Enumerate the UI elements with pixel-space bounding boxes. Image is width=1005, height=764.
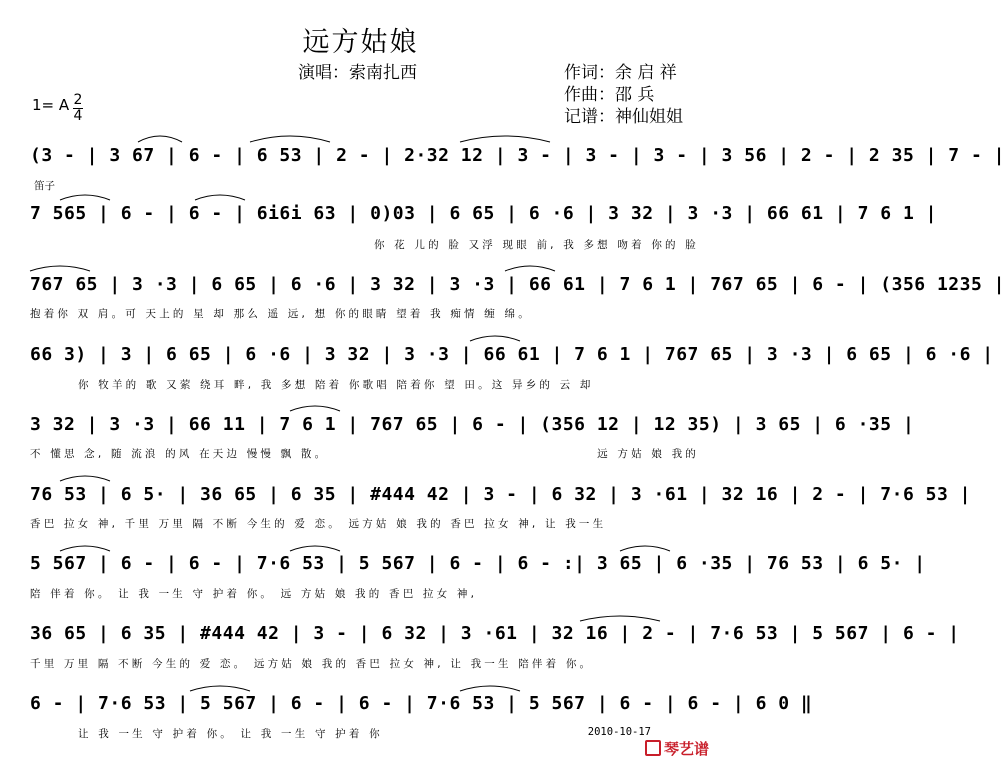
notation-row-1: (3 - | 3 67 | 6 - | 6 53 | 2 - | 2·32 12 | 3 - | 3 - | 3 - | 3 56 | 2 - | 2 35 | 7 - | xyxy=(30,145,1005,166)
slur xyxy=(138,136,182,142)
lyrics-row-8: 千里 万里 隔 不断 今生的 爱 恋。 远方姑 娘 我的 香巴 拉女 神, 让 我一生 陪伴着 你。 xyxy=(30,658,594,670)
slur xyxy=(195,195,245,200)
song-title: 远方姑娘 xyxy=(302,27,419,58)
time-signature-top: 2 xyxy=(73,92,83,108)
slur xyxy=(60,476,110,481)
slur xyxy=(460,136,550,142)
watermark-text: 琴艺谱 xyxy=(663,740,709,758)
notation-row-9: 6 - | 7·6 53 | 5 567 | 6 - | 6 - | 7·6 53 | 5 567 | 6 - | 6 - | 6 0 ‖ xyxy=(30,693,813,714)
slur xyxy=(505,266,555,271)
lyrics-row-5: 不 懂思 念, 随 流浪 的风 在天边 慢慢 飘 散。 xyxy=(30,448,329,460)
slur xyxy=(290,546,340,551)
notation-row-5: 3 32 | 3 ·3 | 66 11 | 7 6 1 | 767 65 | 6 - | (356 12 | 12 35) | 3 65 | 6 ·35 | xyxy=(30,414,915,435)
lyrics-row-2: 你 花 儿的 脸 又浮 现眼 前, 我 多想 吻着 你的 脸 xyxy=(373,239,699,251)
transcriber-credit: 记谱：神仙姐姐 xyxy=(564,107,683,127)
slur xyxy=(580,616,660,621)
lyrics-row-9: 让 我 一生 守 护着 你。 让 我 一生 守 护着 你 xyxy=(78,728,383,740)
notation-row-8: 36 65 | 6 35 | #444 42 | 3 - | 6 32 | 3 ·61 | 32 16 | 2 - | 7·6 53 | 5 567 | 6 - | xyxy=(30,623,960,644)
lyricist-credit: 作词：余 启 祥 xyxy=(564,63,677,83)
slur xyxy=(250,136,330,142)
watermark xyxy=(645,738,709,759)
lyrics-row-6: 香巴 拉女 神, 千里 万里 隔 不断 今生的 爱 恋。 远方姑 娘 我的 香巴 拉女 神, 让 我一生 xyxy=(30,518,607,530)
notation-row-7: 5 567 | 6 - | 6 - | 7·6 53 | 5 567 | 6 - | 6 - :| 3 65 | 6 ·35 | 76 53 | 6 5· | xyxy=(30,553,926,574)
time-signature-bottom: 4 xyxy=(73,108,83,124)
lyrics-row-3: 抱着你 双 肩。可 天上的 星 却 那么 遥 远, 想 你的眼睛 望着 我 痴情 缠 绵。 xyxy=(30,308,532,320)
slur xyxy=(190,686,250,691)
key-signature: 1= A xyxy=(32,96,70,114)
notation-row-2: 7 565 | 6 - | 6 - | 6i6i 63 | 0)03 | 6 65 | 6 ·6 | 3 32 | 3 ·3 | 66 61 | 7 6 1 | xyxy=(30,203,937,224)
slur xyxy=(620,546,670,551)
singer-credit: 演唱：索南扎西 xyxy=(298,63,417,83)
slur xyxy=(470,336,520,341)
composer-credit: 作曲：邵 兵 xyxy=(564,85,655,105)
notation-row-4: 66 3) | 3 | 6 65 | 6 ·6 | 3 32 | 3 ·3 | 66 61 | 7 6 1 | 767 65 | 3 ·3 | 6 65 | 6 ·6 | xyxy=(30,344,994,365)
slur xyxy=(60,195,110,200)
transcription-date: 2010-10-17 xyxy=(587,726,651,738)
slur xyxy=(60,546,110,551)
lyrics-row-5-right: 远 方姑 娘 我的 xyxy=(597,448,699,460)
slur xyxy=(30,266,90,271)
lyrics-row-7: 陪 伴着 你。 让 我 一生 守 护着 你。 远 方姑 娘 我的 香巴 拉女 神, xyxy=(30,588,478,600)
slur xyxy=(460,686,520,691)
lyrics-row-4: 你 牧羊的 歌 又萦 绕耳 畔, 我 多想 陪着 你歌唱 陪着你 望 田。这 异乡的 云 却 xyxy=(78,379,594,391)
notation-row-3: 767 65 | 3 ·3 | 6 65 | 6 ·6 | 3 32 | 3 ·3 | 66 61 | 7 6 1 | 767 65 | 6 - | (356 1235 | xyxy=(30,274,1005,295)
slur xyxy=(290,406,340,411)
flute-note: 笛子 xyxy=(34,180,55,192)
watermark-logo-icon xyxy=(645,740,661,756)
notation-row-6: 76 53 | 6 5· | 36 65 | 6 35 | #444 42 | 3 - | 6 32 | 3 ·61 | 32 16 | 2 - | 7·6 53 | xyxy=(30,484,971,505)
